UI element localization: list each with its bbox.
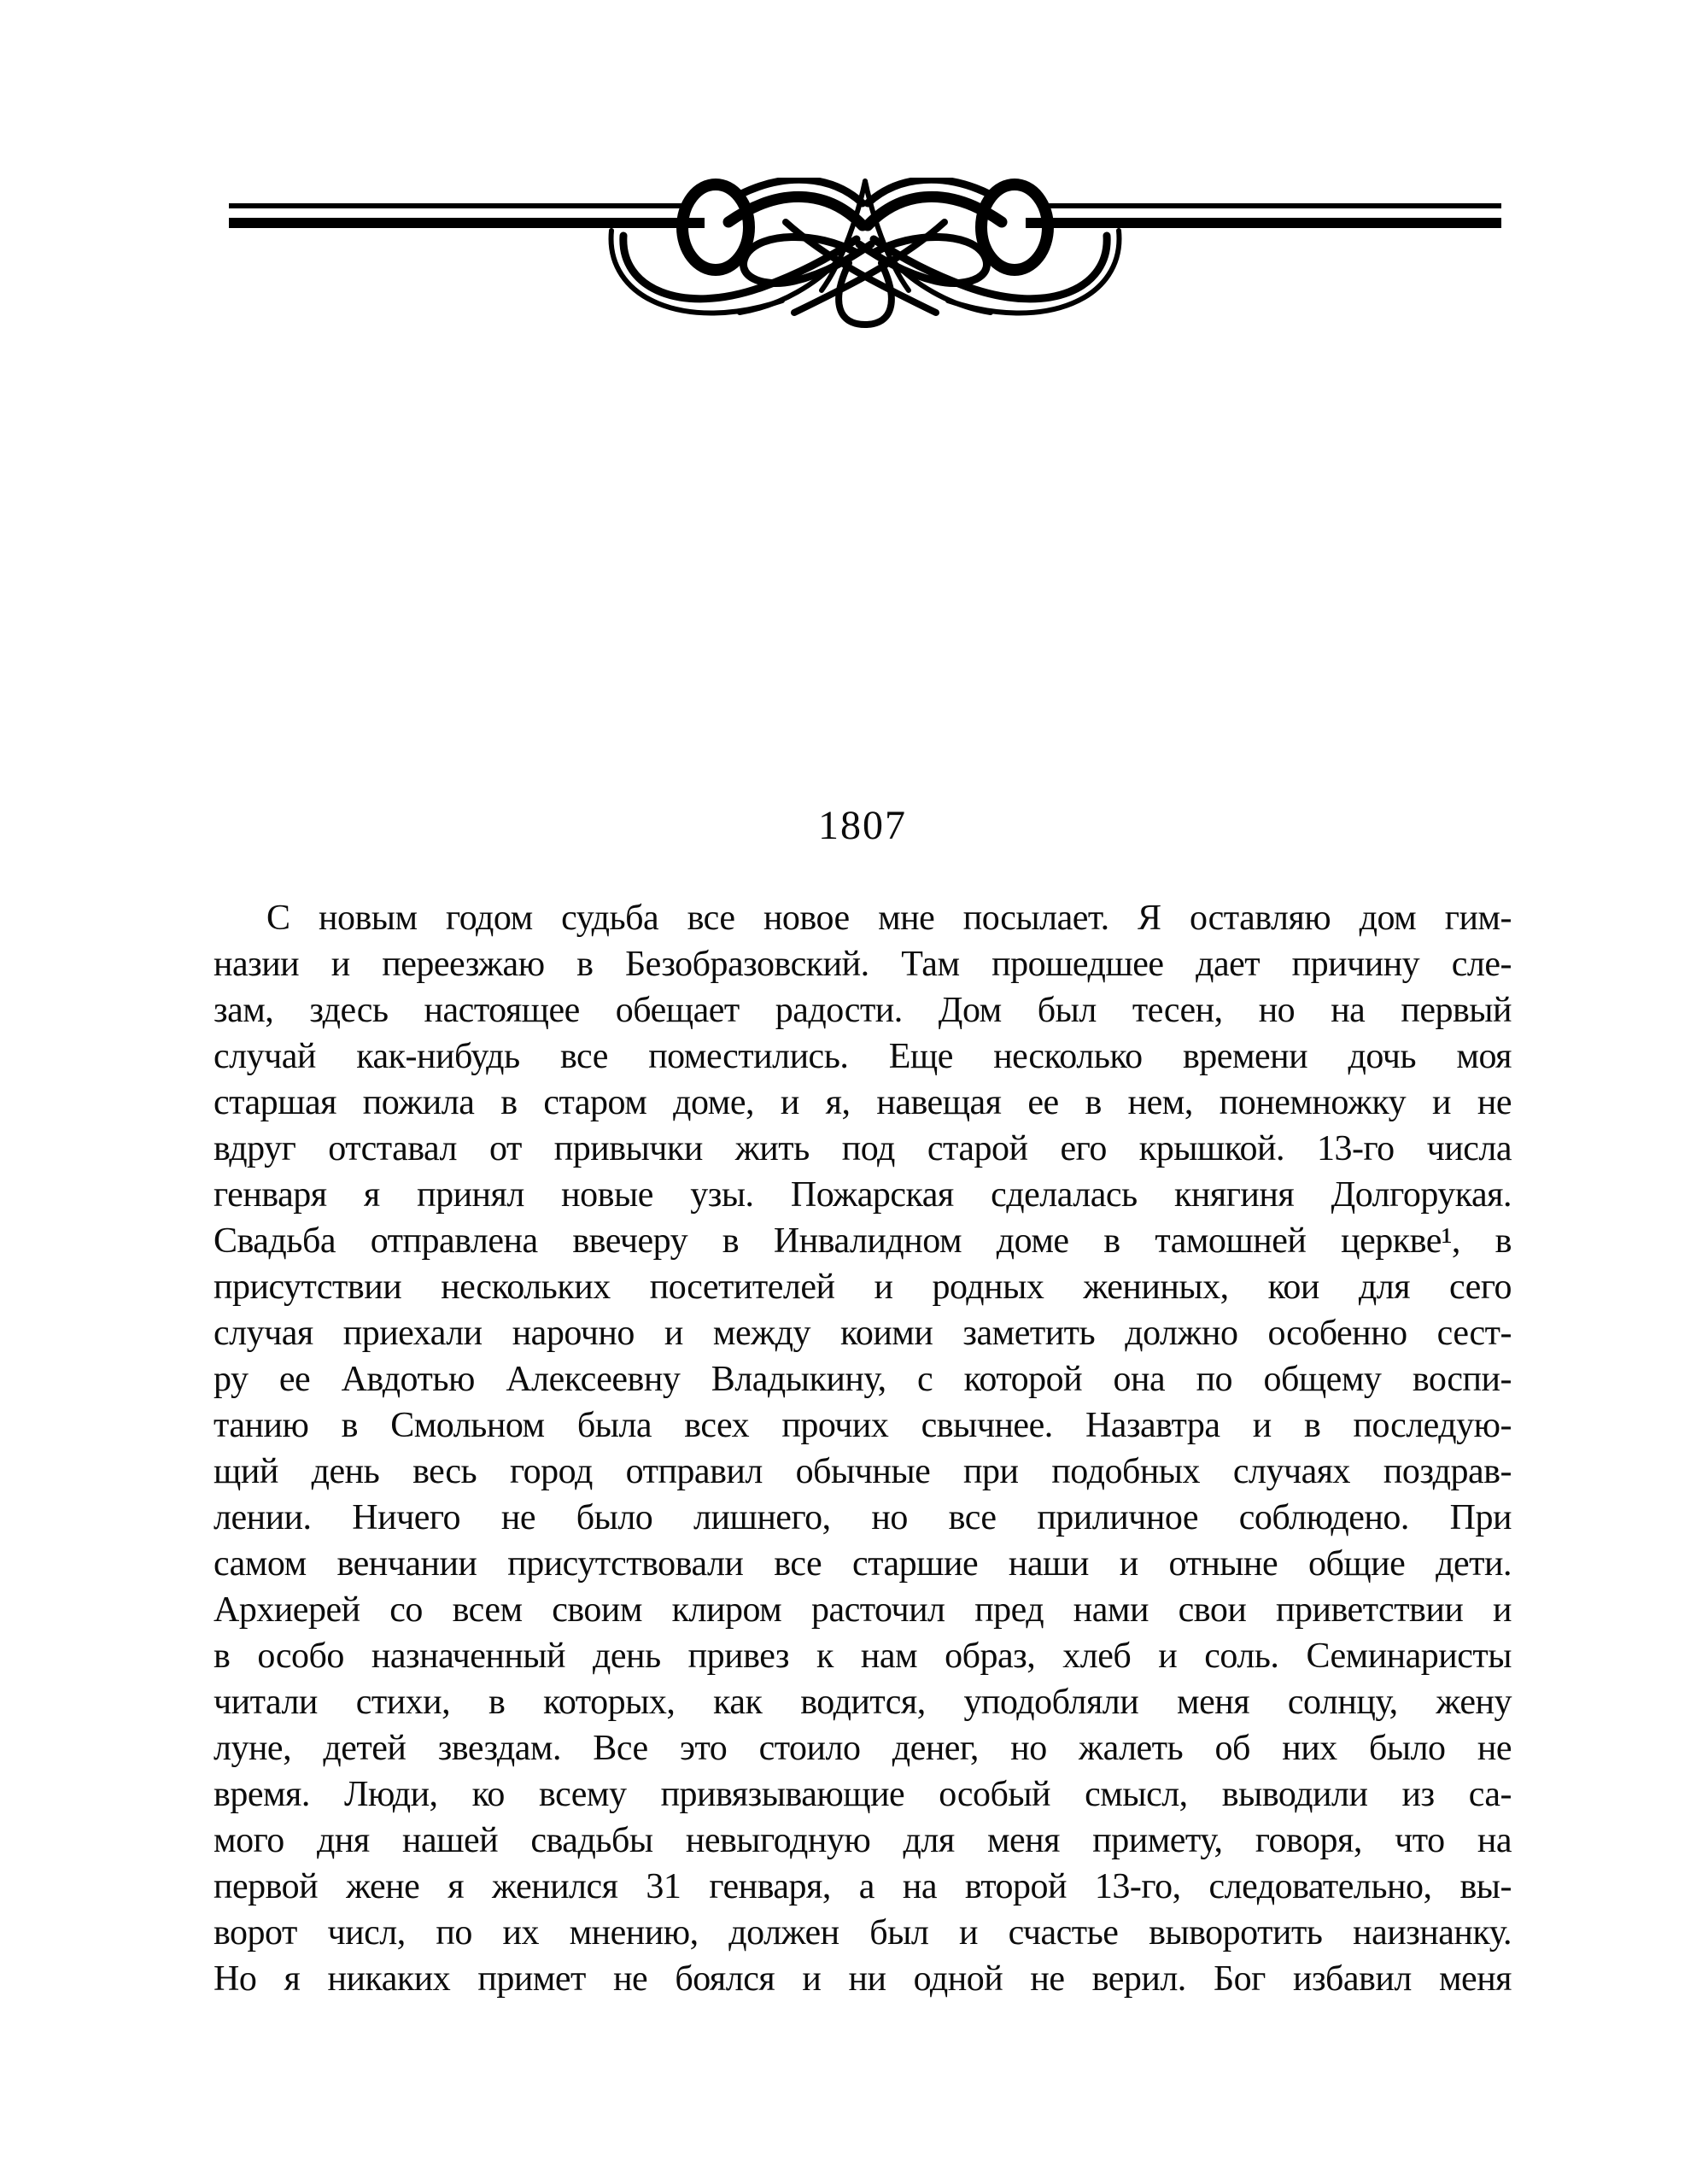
body-text-line: ворот числ, по их мнению, должен был и счастье выворотить наизнанку. xyxy=(214,1913,1512,1953)
body-text-line: лении. Ничего не было лишнего, но все приличное соблюдено. При xyxy=(214,1498,1512,1537)
body-text-line: ру ее Авдотью Алексеевну Владыкину, с которой она по общему воспи- xyxy=(214,1360,1512,1399)
body-text-line: время. Люди, ко всему привязывающие особый смысл, выводили из са- xyxy=(214,1775,1512,1814)
body-text-line: в особо назначенный день привез к нам образ, хлеб и соль. Семинаристы xyxy=(214,1636,1512,1676)
body-text-line: луне, детей звездам. Все это стоило денег, но жалеть об них было не xyxy=(214,1729,1512,1768)
body-text-line: зам, здесь настоящее обещает радости. Дом был тесен, но на первый xyxy=(214,991,1512,1030)
body-text-line: случая приехали нарочно и между коими заметить должно особенно сест- xyxy=(214,1314,1512,1353)
body-text-line: присутствии нескольких посетителей и родных жениных, кои для сего xyxy=(214,1268,1512,1307)
body-text-line: самом венчании присутствовали все старшие наши и отныне общие дети. xyxy=(214,1544,1512,1584)
calligraphic-flourish-icon xyxy=(229,178,1501,336)
center-teardrop xyxy=(839,263,892,325)
body-text-line: щий день весь город отправил обычные при подобных случаях поздрав- xyxy=(214,1452,1512,1491)
ornament-divider xyxy=(229,178,1501,336)
rule-thick xyxy=(229,218,705,228)
body-text-line: С новым годом судьба все новое мне посылает. Я оставляю дом гим- xyxy=(266,899,1512,938)
body-text-line: мого дня нашей свадьбы невыгодную для меня примету, говоря, что на xyxy=(214,1821,1512,1860)
rule-thin xyxy=(229,203,681,208)
body-text-line: генваря я принял новые узы. Пожарская сделалась княгиня Долгорукая. xyxy=(214,1175,1512,1215)
body-text-line: Архиерей со всем своим клиром расточил пред нами свои приветствии и xyxy=(214,1590,1512,1630)
body-text xyxy=(214,895,1512,2002)
year-heading: 1807 xyxy=(818,803,907,848)
body-text-line: случай как-нибудь все поместились. Еще несколько времени дочь моя xyxy=(214,1037,1512,1076)
body-text-line: танию в Смольном была всех прочих свычнее. Назавтра и в последую- xyxy=(214,1406,1512,1445)
body-text-line: первой жене я женился 31 генваря, а на второй 13-го, следовательно, вы- xyxy=(214,1867,1512,1906)
body-text-line: старшая пожила в старом доме, и я, навещая ее в нем, понемножку и не xyxy=(214,1083,1512,1122)
body-text-line: Но я никаких примет не боялся и ни одной не верил. Бог избавил меня xyxy=(214,1959,1512,1999)
body-text-line: читали стихи, в которых, как водится, уподобляли меня солнцу, жену xyxy=(214,1683,1512,1722)
body-text-line: вдруг отставал от привычки жить под старой его крышкой. 13-го числа xyxy=(214,1129,1512,1168)
body-text-line: Свадьба отправлена ввечеру в Инвалидном доме в тамошней церкве¹, в xyxy=(214,1221,1512,1261)
body-text-line: назии и переезжаю в Безобразовский. Там прошедшее дает причину сле- xyxy=(214,945,1512,984)
